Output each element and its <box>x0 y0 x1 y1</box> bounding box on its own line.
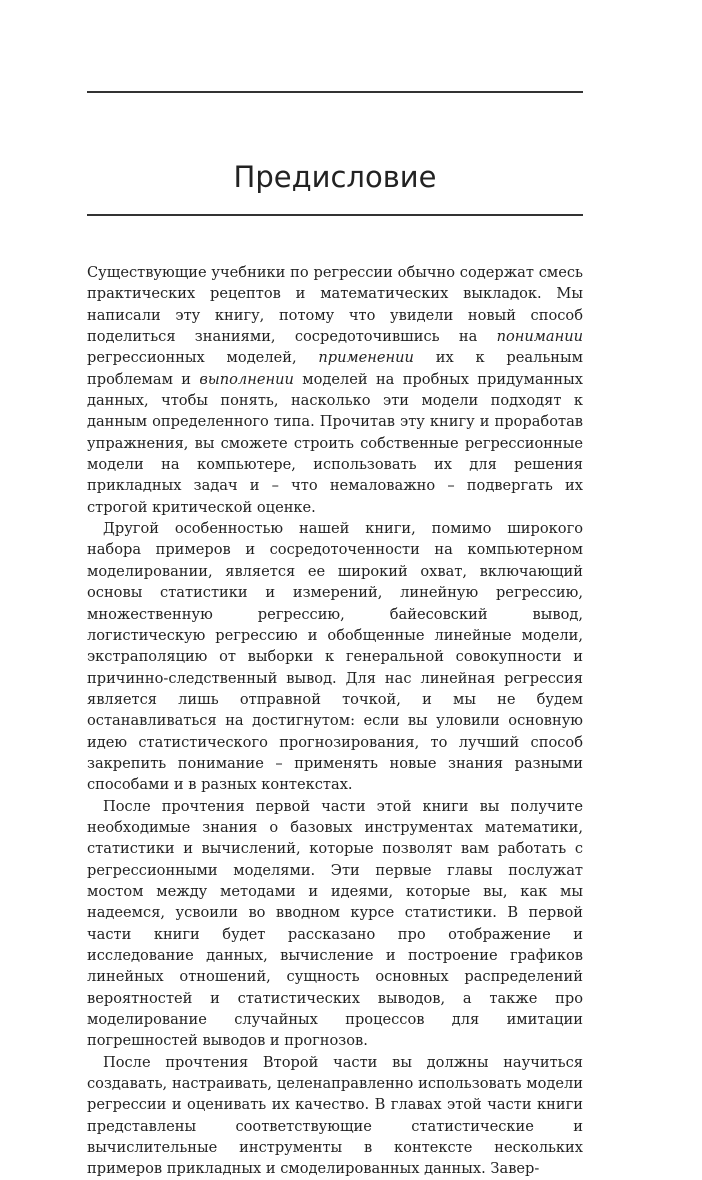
paragraph <box>87 796 583 1052</box>
text-segment: После прочтения первой части этой книги вы получите необходимые знания о базовых инструментах математики, статистики и вычислений, которые позволят вам работать с регрессионными моделями. Эти первые главы послужат мостом между методами и идеями, которые вы, как мы надеемся, усвоили во вводном курсе статистики. В первой части книги будет рассказано про отображение и исследование данных, вычисление и построение графиков линейных отношений, сущность основных распределений вероятностей и статистических выводов, а также про моделирование случайных процессов для имитации погрешностей выводов и прогнозов. <box>87 797 583 1050</box>
paragraph <box>87 1052 583 1180</box>
paragraph <box>87 262 583 518</box>
italic-segment: применении <box>318 349 414 367</box>
paragraph <box>87 518 583 795</box>
text-segment: Другой особенностью нашей книги, помимо широкого набора примеров и сосредоточенности на компьютерном моделировании, является ее широкий охват, включающий основы статистики и измерений, линейную регрессию, множественную регрессию, байесовский вывод, логистическую регрессию и обобщенные линейные модели, экстраполяцию от выборки к генеральной совокупности и причинно-следственный вывод. Для нас линейная регрессия является лишь отправной точкой, и мы не будем останавливаться на достигнутом: если вы уловили основную идею статистического прогнозирования, то лучший способ закрепить понимание – применять новые знания разными способами и в разных контекстах. <box>87 520 583 794</box>
body-text <box>87 262 583 1180</box>
chapter-title: Предисловие <box>233 160 437 194</box>
text-segment: После прочтения Второй части вы должны научиться создавать, настраивать, целенаправленно использовать модели регрессии и оценивать их качество. В главах этой части книги представлены соответствующие статистические и вычислительные инструменты в контексте нескольких примеров прикладных и смоделированных данных. Завер- <box>87 1053 583 1178</box>
bottom-rule <box>87 214 583 216</box>
top-rule <box>87 91 583 93</box>
text-segment: регрессионных моделей, <box>87 349 319 367</box>
text-segment: Существующие учебники по регрессии обычно содержат смесь практических рецептов и математических выкладок. Мы написали эту книгу, потому что увидели новый способ поделиться знаниями, сосредоточившись на <box>87 264 583 346</box>
text-segment: их к реальным проблемам и <box>87 349 583 388</box>
italic-segment: выполнении <box>199 370 294 388</box>
text-segment: моделей на пробных придуманных данных, чтобы понять, насколько эти модели подходят к данным определенного типа. Прочитав эту книгу и проработав упражнения, вы сможете строить собственные регрессионные модели на компьютере, использовать их для решения прикладных задач и – что немаловажно – подвергать их строгой критической оценке. <box>87 370 583 516</box>
italic-segment: понимании <box>496 328 583 346</box>
